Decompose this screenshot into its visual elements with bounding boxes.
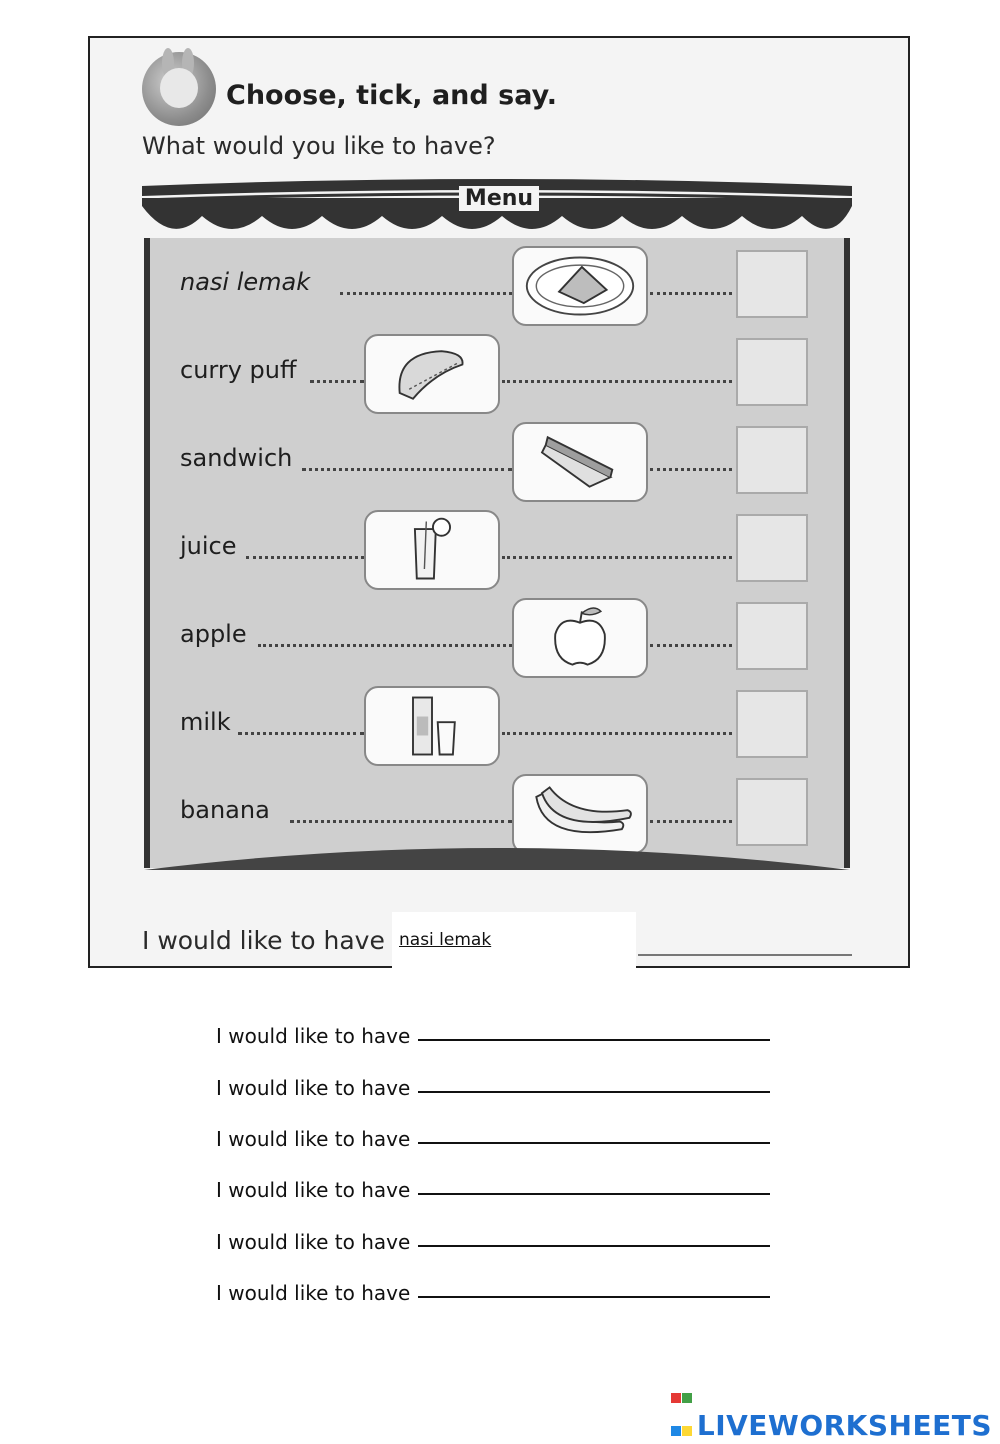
milk-icon [364, 686, 500, 766]
menu-board [144, 238, 850, 868]
menu-row-curry-puff [150, 330, 844, 410]
worksheet-scan [88, 36, 910, 968]
food-name: sandwich [180, 444, 293, 472]
sandwich-icon [512, 422, 648, 502]
tick-box[interactable] [736, 690, 808, 758]
tick-box[interactable] [736, 426, 808, 494]
nasi-lemak-icon [512, 246, 648, 326]
menu-row-apple [150, 594, 844, 674]
menu-row-milk [150, 682, 844, 762]
juice-icon [364, 510, 500, 590]
stage-decoration [144, 836, 850, 870]
food-name: curry puff [180, 356, 297, 384]
food-name: juice [180, 532, 237, 560]
food-name: banana [180, 796, 270, 824]
practice-line[interactable]: I would like to have [216, 1076, 770, 1100]
liveworksheets-logo: LIVEWORKSHEETS [671, 1378, 992, 1442]
answer-prompt: I would like to have [142, 926, 385, 955]
food-name: milk [180, 708, 231, 736]
tick-box[interactable] [736, 602, 808, 670]
answer-underline [638, 954, 852, 956]
menu-row-sandwich [150, 418, 844, 498]
practice-line[interactable]: I would like to have [216, 1230, 770, 1254]
tick-box[interactable] [736, 250, 808, 318]
menu-row-nasi-lemak [150, 242, 844, 322]
mascot-icon [142, 52, 216, 126]
food-name: nasi lemak [180, 268, 311, 296]
menu-title: Menu [90, 186, 908, 211]
food-name: apple [180, 620, 247, 648]
worksheet-question: What would you like to have? [142, 132, 496, 160]
practice-line[interactable]: I would like to have [216, 1281, 770, 1305]
menu-row-juice [150, 506, 844, 586]
worksheet-heading: Choose, tick, and say. [226, 80, 557, 111]
tick-box[interactable] [736, 514, 808, 582]
practice-line[interactable]: I would like to have [216, 1127, 770, 1151]
liveworksheets-logo-icon [671, 1378, 693, 1400]
answer-value[interactable]: nasi lemak [399, 930, 492, 950]
curry-puff-icon [364, 334, 500, 414]
apple-icon [512, 598, 648, 678]
practice-line[interactable]: I would like to have [216, 1024, 770, 1048]
practice-line[interactable]: I would like to have [216, 1178, 770, 1202]
tick-box[interactable] [736, 338, 808, 406]
